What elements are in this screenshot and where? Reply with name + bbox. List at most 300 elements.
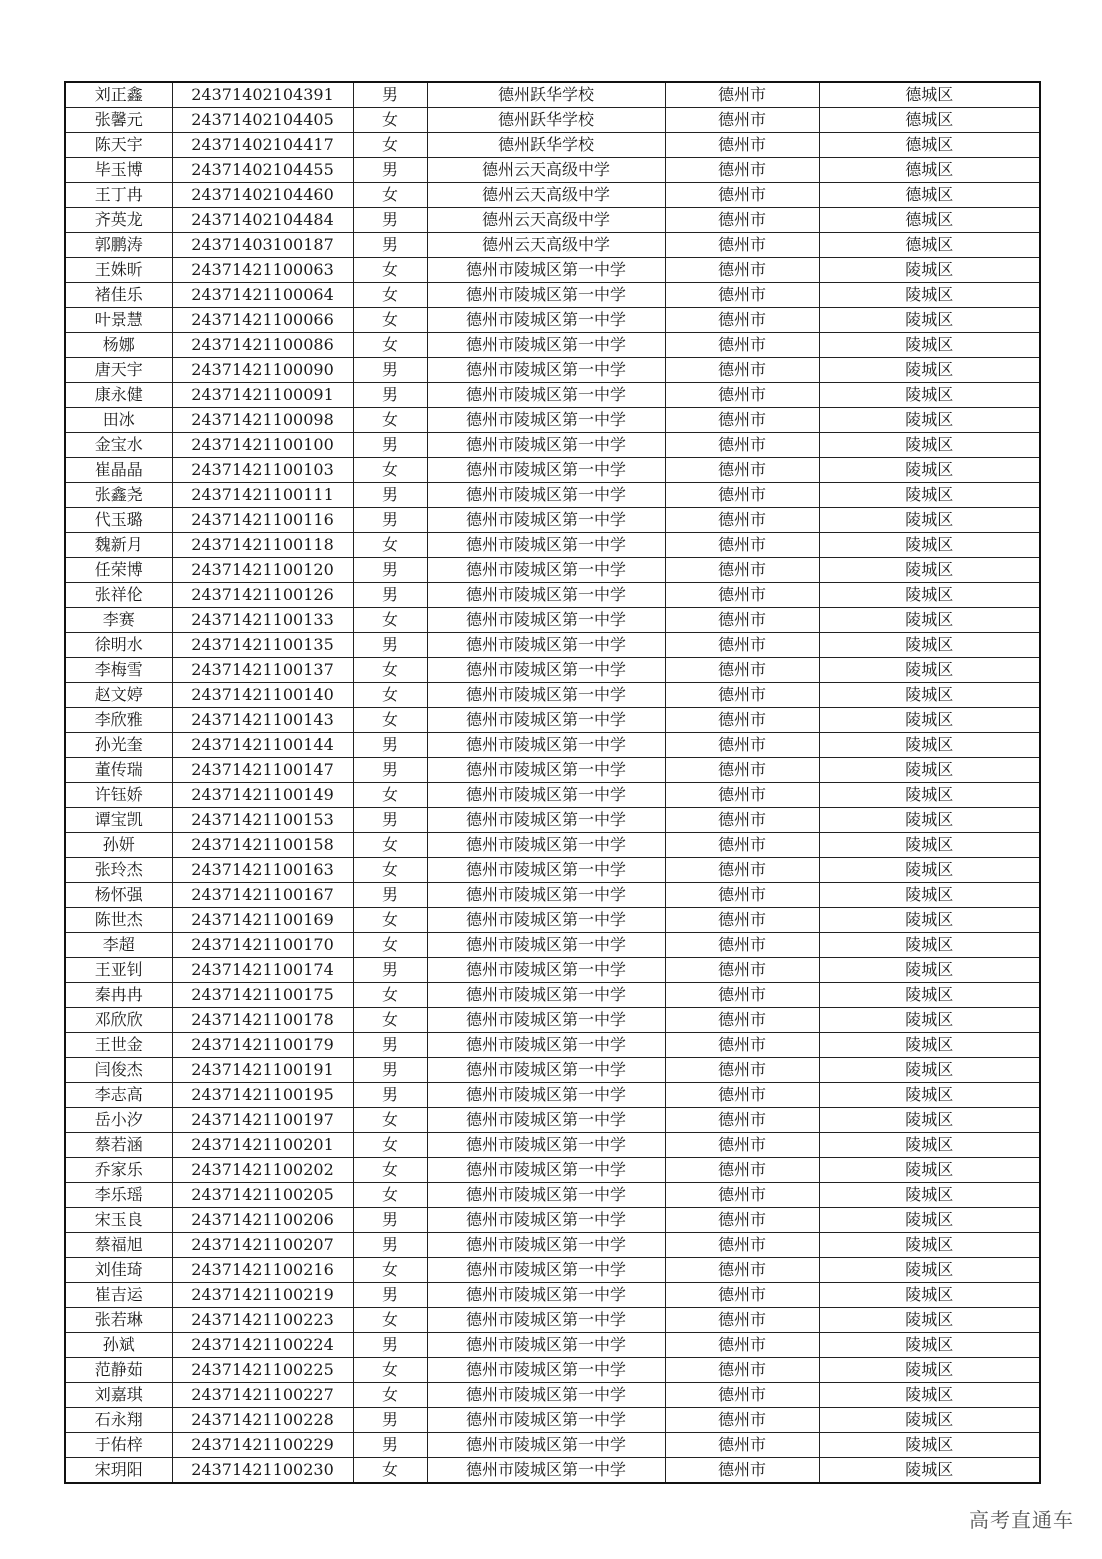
exam-id-cell: 24371421100223	[172, 1308, 353, 1333]
name-cell: 石永翔	[65, 1408, 172, 1433]
table-row	[65, 283, 1040, 308]
exam-id-cell: 24371421100195	[172, 1083, 353, 1108]
name-cell: 宋玉良	[65, 1208, 172, 1233]
gender-cell: 女	[353, 183, 427, 208]
school-cell: 德州市陵城区第一中学	[427, 308, 665, 333]
district-cell: 德城区	[819, 183, 1040, 208]
school-cell: 德州市陵城区第一中学	[427, 883, 665, 908]
gender-cell: 男	[353, 1233, 427, 1258]
exam-id-cell: 24371421100191	[172, 1058, 353, 1083]
school-cell: 德州市陵城区第一中学	[427, 383, 665, 408]
table-row	[65, 508, 1040, 533]
city-cell: 德州市	[665, 508, 819, 533]
table-row	[65, 758, 1040, 783]
name-cell: 许钰娇	[65, 783, 172, 808]
name-cell: 杨怀强	[65, 883, 172, 908]
gender-cell: 男	[353, 1058, 427, 1083]
table-row	[65, 1408, 1040, 1433]
city-cell: 德州市	[665, 1408, 819, 1433]
school-cell: 德州市陵城区第一中学	[427, 458, 665, 483]
gender-cell: 女	[353, 283, 427, 308]
city-cell: 德州市	[665, 1008, 819, 1033]
exam-id-cell: 24371402104405	[172, 108, 353, 133]
city-cell: 德州市	[665, 558, 819, 583]
exam-id-cell: 24371421100111	[172, 483, 353, 508]
name-cell: 康永健	[65, 383, 172, 408]
school-cell: 德州市陵城区第一中学	[427, 533, 665, 558]
exam-id-cell: 24371421100143	[172, 708, 353, 733]
gender-cell: 女	[353, 1108, 427, 1133]
city-cell: 德州市	[665, 833, 819, 858]
name-cell: 金宝水	[65, 433, 172, 458]
name-cell: 岳小汐	[65, 1108, 172, 1133]
city-cell: 德州市	[665, 858, 819, 883]
exam-id-cell: 24371421100175	[172, 983, 353, 1008]
district-cell: 陵城区	[819, 733, 1040, 758]
gender-cell: 女	[353, 933, 427, 958]
name-cell: 齐英龙	[65, 208, 172, 233]
gender-cell: 女	[353, 458, 427, 483]
gender-cell: 男	[353, 233, 427, 258]
table-row	[65, 1008, 1040, 1033]
name-cell: 魏新月	[65, 533, 172, 558]
table-row	[65, 1208, 1040, 1233]
table-row	[65, 1333, 1040, 1358]
school-cell: 德州市陵城区第一中学	[427, 1283, 665, 1308]
name-cell: 赵文婷	[65, 683, 172, 708]
name-cell: 董传瑞	[65, 758, 172, 783]
city-cell: 德州市	[665, 958, 819, 983]
gender-cell: 女	[353, 533, 427, 558]
district-cell: 陵城区	[819, 1183, 1040, 1208]
name-cell: 田冰	[65, 408, 172, 433]
table-row	[65, 383, 1040, 408]
name-cell: 宋玥阳	[65, 1458, 172, 1484]
school-cell: 德州市陵城区第一中学	[427, 1183, 665, 1208]
district-cell: 陵城区	[819, 808, 1040, 833]
name-cell: 李乐瑶	[65, 1183, 172, 1208]
school-cell: 德州市陵城区第一中学	[427, 1058, 665, 1083]
gender-cell: 男	[353, 558, 427, 583]
school-cell: 德州市陵城区第一中学	[427, 758, 665, 783]
city-cell: 德州市	[665, 358, 819, 383]
name-cell: 毕玉博	[65, 158, 172, 183]
gender-cell: 女	[353, 333, 427, 358]
name-cell: 李超	[65, 933, 172, 958]
city-cell: 德州市	[665, 1158, 819, 1183]
name-cell: 李梅雪	[65, 658, 172, 683]
name-cell: 张若琳	[65, 1308, 172, 1333]
district-cell: 陵城区	[819, 308, 1040, 333]
name-cell: 孙妍	[65, 833, 172, 858]
city-cell: 德州市	[665, 758, 819, 783]
table-row	[65, 908, 1040, 933]
school-cell: 德州市陵城区第一中学	[427, 258, 665, 283]
exam-id-cell: 24371421100174	[172, 958, 353, 983]
school-cell: 德州市陵城区第一中学	[427, 1358, 665, 1383]
exam-id-cell: 24371421100086	[172, 333, 353, 358]
district-cell: 陵城区	[819, 1208, 1040, 1233]
gender-cell: 男	[353, 883, 427, 908]
name-cell: 代玉璐	[65, 508, 172, 533]
gender-cell: 女	[353, 658, 427, 683]
district-cell: 陵城区	[819, 908, 1040, 933]
city-cell: 德州市	[665, 258, 819, 283]
exam-id-cell: 24371402104455	[172, 158, 353, 183]
gender-cell: 女	[353, 1358, 427, 1383]
school-cell: 德州市陵城区第一中学	[427, 633, 665, 658]
table-row	[65, 233, 1040, 258]
exam-id-cell: 24371421100228	[172, 1408, 353, 1433]
table-row	[65, 208, 1040, 233]
table-row	[65, 983, 1040, 1008]
exam-id-cell: 24371421100063	[172, 258, 353, 283]
table-row	[65, 1383, 1040, 1408]
school-cell: 德州市陵城区第一中学	[427, 908, 665, 933]
name-cell: 乔家乐	[65, 1158, 172, 1183]
district-cell: 陵城区	[819, 958, 1040, 983]
district-cell: 陵城区	[819, 1108, 1040, 1133]
gender-cell: 女	[353, 833, 427, 858]
district-cell: 陵城区	[819, 1408, 1040, 1433]
district-cell: 陵城区	[819, 883, 1040, 908]
table-row	[65, 183, 1040, 208]
gender-cell: 男	[353, 808, 427, 833]
name-cell: 张祥伦	[65, 583, 172, 608]
district-cell: 陵城区	[819, 608, 1040, 633]
table-row	[65, 608, 1040, 633]
exam-id-cell: 24371421100091	[172, 383, 353, 408]
exam-id-cell: 24371421100140	[172, 683, 353, 708]
district-cell: 陵城区	[819, 283, 1040, 308]
exam-id-cell: 24371421100206	[172, 1208, 353, 1233]
gender-cell: 男	[353, 583, 427, 608]
exam-id-cell: 24371421100216	[172, 1258, 353, 1283]
table-row	[65, 133, 1040, 158]
table-row	[65, 408, 1040, 433]
name-cell: 蔡福旭	[65, 1233, 172, 1258]
name-cell: 蔡若涵	[65, 1133, 172, 1158]
gender-cell: 女	[353, 133, 427, 158]
district-cell: 陵城区	[819, 983, 1040, 1008]
city-cell: 德州市	[665, 658, 819, 683]
gender-cell: 女	[353, 1383, 427, 1408]
school-cell: 德州市陵城区第一中学	[427, 1133, 665, 1158]
city-cell: 德州市	[665, 458, 819, 483]
school-cell: 德州市陵城区第一中学	[427, 1158, 665, 1183]
exam-id-cell: 24371421100163	[172, 858, 353, 883]
exam-id-cell: 24371421100153	[172, 808, 353, 833]
name-cell: 王姝昕	[65, 258, 172, 283]
city-cell: 德州市	[665, 383, 819, 408]
city-cell: 德州市	[665, 533, 819, 558]
district-cell: 德城区	[819, 158, 1040, 183]
school-cell: 德州市陵城区第一中学	[427, 1408, 665, 1433]
roster-body	[65, 82, 1040, 1483]
gender-cell: 女	[353, 1183, 427, 1208]
school-cell: 德州市陵城区第一中学	[427, 483, 665, 508]
school-cell: 德州市陵城区第一中学	[427, 708, 665, 733]
school-cell: 德州市陵城区第一中学	[427, 958, 665, 983]
school-cell: 德州市陵城区第一中学	[427, 783, 665, 808]
school-cell: 德州市陵城区第一中学	[427, 1333, 665, 1358]
gender-cell: 男	[353, 1208, 427, 1233]
city-cell: 德州市	[665, 1258, 819, 1283]
school-cell: 德州市陵城区第一中学	[427, 1033, 665, 1058]
city-cell: 德州市	[665, 483, 819, 508]
city-cell: 德州市	[665, 1458, 819, 1484]
district-cell: 陵城区	[819, 258, 1040, 283]
school-cell: 德州市陵城区第一中学	[427, 658, 665, 683]
exam-id-cell: 24371421100149	[172, 783, 353, 808]
school-cell: 德州市陵城区第一中学	[427, 933, 665, 958]
district-cell: 陵城区	[819, 333, 1040, 358]
exam-id-cell: 24371421100219	[172, 1283, 353, 1308]
exam-id-cell: 24371403100187	[172, 233, 353, 258]
name-cell: 陈世杰	[65, 908, 172, 933]
exam-id-cell: 24371421100205	[172, 1183, 353, 1208]
district-cell: 陵城区	[819, 1158, 1040, 1183]
district-cell: 陵城区	[819, 1433, 1040, 1458]
school-cell: 德州市陵城区第一中学	[427, 683, 665, 708]
name-cell: 刘嘉琪	[65, 1383, 172, 1408]
district-cell: 陵城区	[819, 433, 1040, 458]
exam-id-cell: 24371421100090	[172, 358, 353, 383]
city-cell: 德州市	[665, 808, 819, 833]
city-cell: 德州市	[665, 908, 819, 933]
district-cell: 陵城区	[819, 633, 1040, 658]
gender-cell: 男	[353, 758, 427, 783]
city-cell: 德州市	[665, 183, 819, 208]
school-cell: 德州云天高级中学	[427, 208, 665, 233]
exam-id-cell: 24371421100064	[172, 283, 353, 308]
city-cell: 德州市	[665, 333, 819, 358]
district-cell: 陵城区	[819, 1083, 1040, 1108]
school-cell: 德州市陵城区第一中学	[427, 508, 665, 533]
district-cell: 陵城区	[819, 683, 1040, 708]
city-cell: 德州市	[665, 683, 819, 708]
table-row	[65, 82, 1040, 108]
school-cell: 德州市陵城区第一中学	[427, 358, 665, 383]
district-cell: 陵城区	[819, 358, 1040, 383]
school-cell: 德州市陵城区第一中学	[427, 283, 665, 308]
gender-cell: 男	[353, 633, 427, 658]
name-cell: 刘佳琦	[65, 1258, 172, 1283]
table-row	[65, 1183, 1040, 1208]
city-cell: 德州市	[665, 1358, 819, 1383]
district-cell: 德城区	[819, 108, 1040, 133]
district-cell: 陵城区	[819, 858, 1040, 883]
exam-id-cell: 24371421100224	[172, 1333, 353, 1358]
gender-cell: 女	[353, 1133, 427, 1158]
table-row	[65, 1308, 1040, 1333]
school-cell: 德州市陵城区第一中学	[427, 1458, 665, 1484]
school-cell: 德州市陵城区第一中学	[427, 983, 665, 1008]
school-cell: 德州市陵城区第一中学	[427, 1108, 665, 1133]
district-cell: 陵城区	[819, 833, 1040, 858]
district-cell: 陵城区	[819, 533, 1040, 558]
table-row	[65, 1233, 1040, 1258]
city-cell: 德州市	[665, 1058, 819, 1083]
gender-cell: 女	[353, 408, 427, 433]
name-cell: 范静茹	[65, 1358, 172, 1383]
table-row	[65, 333, 1040, 358]
table-row	[65, 583, 1040, 608]
name-cell: 张鑫尧	[65, 483, 172, 508]
district-cell: 陵城区	[819, 558, 1040, 583]
school-cell: 德州云天高级中学	[427, 233, 665, 258]
exam-id-cell: 24371421100133	[172, 608, 353, 633]
school-cell: 德州市陵城区第一中学	[427, 808, 665, 833]
school-cell: 德州市陵城区第一中学	[427, 833, 665, 858]
district-cell: 陵城区	[819, 1133, 1040, 1158]
gender-cell: 女	[353, 783, 427, 808]
city-cell: 德州市	[665, 158, 819, 183]
table-row	[65, 258, 1040, 283]
gender-cell: 女	[353, 983, 427, 1008]
gender-cell: 女	[353, 1308, 427, 1333]
district-cell: 陵城区	[819, 1233, 1040, 1258]
district-cell: 陵城区	[819, 758, 1040, 783]
exam-id-cell: 24371421100170	[172, 933, 353, 958]
exam-id-cell: 24371421100116	[172, 508, 353, 533]
city-cell: 德州市	[665, 408, 819, 433]
school-cell: 德州市陵城区第一中学	[427, 433, 665, 458]
table-row	[65, 358, 1040, 383]
school-cell: 德州跃华学校	[427, 82, 665, 108]
table-row	[65, 808, 1040, 833]
district-cell: 陵城区	[819, 1008, 1040, 1033]
exam-id-cell: 24371402104417	[172, 133, 353, 158]
exam-id-cell: 24371421100229	[172, 1433, 353, 1458]
district-cell: 德城区	[819, 208, 1040, 233]
city-cell: 德州市	[665, 1083, 819, 1108]
school-cell: 德州市陵城区第一中学	[427, 1258, 665, 1283]
gender-cell: 男	[353, 508, 427, 533]
district-cell: 陵城区	[819, 1458, 1040, 1484]
school-cell: 德州市陵城区第一中学	[427, 1008, 665, 1033]
gender-cell: 男	[353, 1433, 427, 1458]
student-roster-table	[64, 81, 1041, 1484]
school-cell: 德州市陵城区第一中学	[427, 408, 665, 433]
table-row	[65, 1058, 1040, 1083]
exam-id-cell: 24371421100098	[172, 408, 353, 433]
table-row	[65, 658, 1040, 683]
school-cell: 德州市陵城区第一中学	[427, 858, 665, 883]
table-row	[65, 1108, 1040, 1133]
table-row	[65, 958, 1040, 983]
table-row	[65, 1433, 1040, 1458]
city-cell: 德州市	[665, 108, 819, 133]
exam-id-cell: 24371421100137	[172, 658, 353, 683]
name-cell: 王世金	[65, 1033, 172, 1058]
exam-id-cell: 24371421100100	[172, 433, 353, 458]
table-row	[65, 783, 1040, 808]
table-row	[65, 308, 1040, 333]
exam-id-cell: 24371421100167	[172, 883, 353, 908]
district-cell: 陵城区	[819, 1358, 1040, 1383]
city-cell: 德州市	[665, 1383, 819, 1408]
gender-cell: 男	[353, 733, 427, 758]
exam-id-cell: 24371421100178	[172, 1008, 353, 1033]
table-row	[65, 1033, 1040, 1058]
city-cell: 德州市	[665, 783, 819, 808]
city-cell: 德州市	[665, 633, 819, 658]
name-cell: 王丁冉	[65, 183, 172, 208]
table-row	[65, 1083, 1040, 1108]
school-cell: 德州市陵城区第一中学	[427, 1233, 665, 1258]
name-cell: 郭鹏涛	[65, 233, 172, 258]
name-cell: 叶景慧	[65, 308, 172, 333]
gender-cell: 女	[353, 258, 427, 283]
exam-id-cell: 24371402104391	[172, 82, 353, 108]
city-cell: 德州市	[665, 1108, 819, 1133]
name-cell: 谭宝凯	[65, 808, 172, 833]
exam-id-cell: 24371421100118	[172, 533, 353, 558]
name-cell: 刘正鑫	[65, 82, 172, 108]
district-cell: 陵城区	[819, 483, 1040, 508]
table-row	[65, 633, 1040, 658]
table-row	[65, 483, 1040, 508]
exam-id-cell: 24371421100120	[172, 558, 353, 583]
district-cell: 陵城区	[819, 658, 1040, 683]
name-cell: 唐天宇	[65, 358, 172, 383]
city-cell: 德州市	[665, 1433, 819, 1458]
gender-cell: 女	[353, 683, 427, 708]
city-cell: 德州市	[665, 433, 819, 458]
city-cell: 德州市	[665, 1183, 819, 1208]
school-cell: 德州跃华学校	[427, 133, 665, 158]
school-cell: 德州市陵城区第一中学	[427, 558, 665, 583]
district-cell: 陵城区	[819, 508, 1040, 533]
city-cell: 德州市	[665, 1133, 819, 1158]
table-row	[65, 158, 1040, 183]
city-cell: 德州市	[665, 583, 819, 608]
school-cell: 德州市陵城区第一中学	[427, 1083, 665, 1108]
table-row	[65, 1258, 1040, 1283]
city-cell: 德州市	[665, 283, 819, 308]
exam-id-cell: 24371421100179	[172, 1033, 353, 1058]
gender-cell: 女	[353, 308, 427, 333]
table-row	[65, 1458, 1040, 1484]
gender-cell: 男	[353, 483, 427, 508]
exam-id-cell: 24371421100144	[172, 733, 353, 758]
table-row	[65, 1133, 1040, 1158]
city-cell: 德州市	[665, 82, 819, 108]
city-cell: 德州市	[665, 1208, 819, 1233]
district-cell: 陵城区	[819, 1383, 1040, 1408]
gender-cell: 女	[353, 1458, 427, 1484]
city-cell: 德州市	[665, 733, 819, 758]
city-cell: 德州市	[665, 708, 819, 733]
table-row	[65, 433, 1040, 458]
name-cell: 孙光奎	[65, 733, 172, 758]
school-cell: 德州云天高级中学	[427, 158, 665, 183]
gender-cell: 男	[353, 1408, 427, 1433]
exam-id-cell: 24371421100169	[172, 908, 353, 933]
name-cell: 李志高	[65, 1083, 172, 1108]
district-cell: 德城区	[819, 82, 1040, 108]
city-cell: 德州市	[665, 1233, 819, 1258]
name-cell: 张玲杰	[65, 858, 172, 883]
name-cell: 崔吉运	[65, 1283, 172, 1308]
district-cell: 陵城区	[819, 1258, 1040, 1283]
exam-id-cell: 24371421100201	[172, 1133, 353, 1158]
school-cell: 德州市陵城区第一中学	[427, 1308, 665, 1333]
gender-cell: 女	[353, 908, 427, 933]
gender-cell: 男	[353, 958, 427, 983]
gender-cell: 男	[353, 158, 427, 183]
